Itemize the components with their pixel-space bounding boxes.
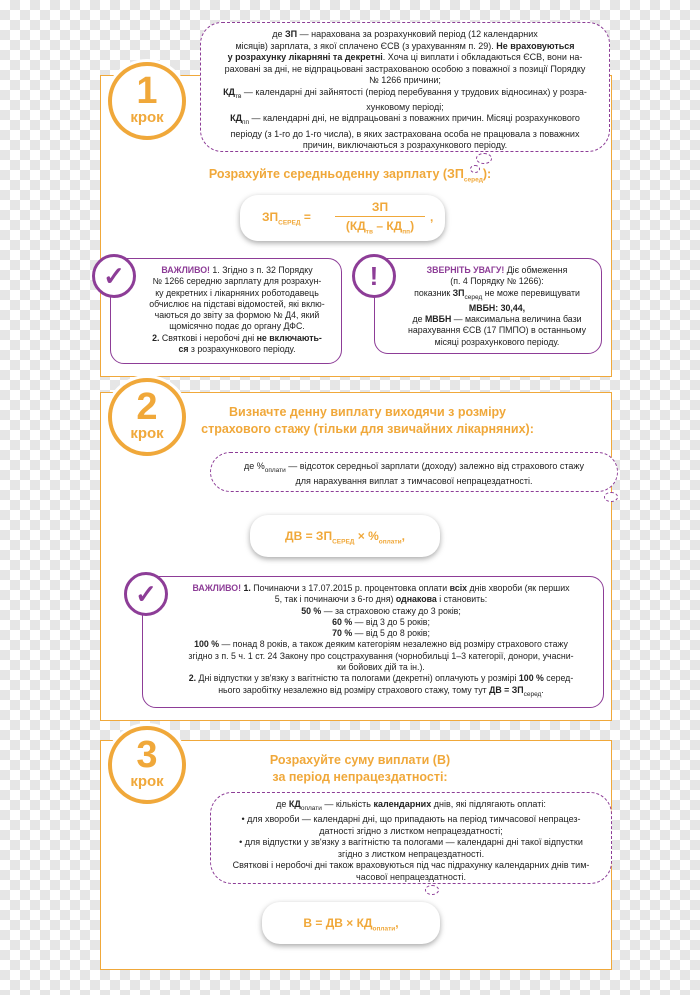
- step2-badge-number: 2: [136, 386, 158, 428]
- step2-formula: ДВ = $ЗП_{СЕРЕД} \times \%_{оплати}$,: [250, 515, 440, 557]
- step3-badge-label: крок: [130, 773, 164, 790]
- step1-important-note: ВАЖЛИВО! 1. Згідно з п. 32 Порядку № 1266 середню зарплату для розрахун- ку декретних і лікарняних роботодавець обчислює на підставі відомостей, які вклю- чаються до звіту за формою № Д4, який щомісячно подає до органу ДФС. 2. Святкові і неробочі дні не включають- ся з розрахункового періоду.: [110, 258, 342, 364]
- step2-heading: Визначте денну виплату виходячи з розміру страхового стажу (тільки для звичайних лікарняних):: [201, 405, 534, 436]
- exclamation-icon: !: [352, 254, 396, 298]
- step2-badge: [108, 378, 186, 456]
- step1-badge: [108, 62, 186, 140]
- bubble-tail-dot: [604, 492, 618, 502]
- step3-formula: В = ДВ × $КД_{оплати}$,: [262, 902, 440, 944]
- step1-formula: $ЗП_{СЕРЕД}$ = ЗП $(КД_{тв} - КД_{пп})$ ,: [240, 195, 445, 241]
- step1-heading: Розрахуйте середньоденну зарплату $(ЗП_{серед})$:: [208, 167, 492, 184]
- step2-definition-bubble: де $\%_{оплати}$ — відсоток середньої зарплати (доходу) залежно від страхового стажу для нарахування виплат з тимчасової непрацездатності.: [210, 452, 618, 492]
- step1-badge-label: крок: [130, 109, 164, 126]
- step2-important-note: ВАЖЛИВО! 1. Починаючи з 17.07.2015 р. процентовка оплати всіх днів хвороби (як перших 5, так і починаючи з 6-го дня) однакова і становить: 50 % — за страховою стажу до 3 років; 60 % — від 3 до 5 років; 70 % — від 5 до 8 років; 100 % — понад 8 років, а також деяким категоріям незалежно від розміру страхового стажу згідно з п. 5 ч. 1 ст. 24 Закону про соцстрахування (чорнобильці 1–3 категорії, донори, учасни- ки бойових дій та ін.). 2. Дні відпустки у зв'язку з вагітністю та пологами (декретні) оплачують у розмірі 100 % серед- нього заробітку незалежно від розміру страхового стажу, тому тут ДВ = $ЗП_{серед}$.: [142, 576, 604, 708]
- step3-definition-bubble: де $КД_{оплати}$ — кількість календарних днів, які підлягають оплаті: • для хвороби — календарні дні, що припадають на період тимчасової непрацез- датності згідно з листком непрацездатності; • для відпустки у зв'язку з вагітністю та пологами — календарні дні такої відпустки згідно з листком непрацездатності. Святкові і неробочі дні також враховуються під час підрахунку календарних днів тим- часової непрацездатності.: [210, 792, 612, 884]
- step3-badge-number: 3: [136, 734, 158, 776]
- step3-heading: Розрахуйте суму виплати (В) за період непрацездатності:: [269, 753, 451, 784]
- step3-badge: [108, 726, 186, 804]
- step2-badge-label: крок: [130, 425, 164, 442]
- step1-attention-note: ЗВЕРНІТЬ УВАГУ! Діє обмеження (п. 4 Порядку № 1266): показник $ЗП_{серед}$ не може перевищувати МВБН: 30,44, де МВБН — максимальна величина бази нарахування ЄСВ (17 ПМПО) в останньому місяці розрахункового періоду.: [374, 258, 602, 354]
- bubble-tail-dot: [425, 885, 439, 895]
- bubble-tail-dot: [476, 153, 492, 164]
- step1-badge-number: 1: [136, 70, 158, 112]
- check-icon: ✓: [124, 572, 168, 616]
- step1-definition-bubble: де ЗП — нарахована за розрахунковий період (12 календарних місяців) зарплата, з якої сплачено ЄСВ (з урахуванням п. 29). Не враховуються у розрахунку лікарняні та декретні. Хоча ці виплати і обкладаються ЄСВ, вони на- раховані за дні, не відпрацьовані застрахованою особою з поважної з позиції Порядку № 1266 причини; $КД_{тв}$ — календарні дні зайнятості (період перебування у трудових відносинах) у розра- хунковому періоді; $КД_{пп}$ — календарні дні, не відпрацьовані з поважних причин. Місяці розрахункового періоду (з 1-го до 1-го числа), в яких застрахована особа не працювала з поважних причин, виключаються з розрахункового періоду.: [200, 22, 610, 152]
- check-icon: ✓: [92, 254, 136, 298]
